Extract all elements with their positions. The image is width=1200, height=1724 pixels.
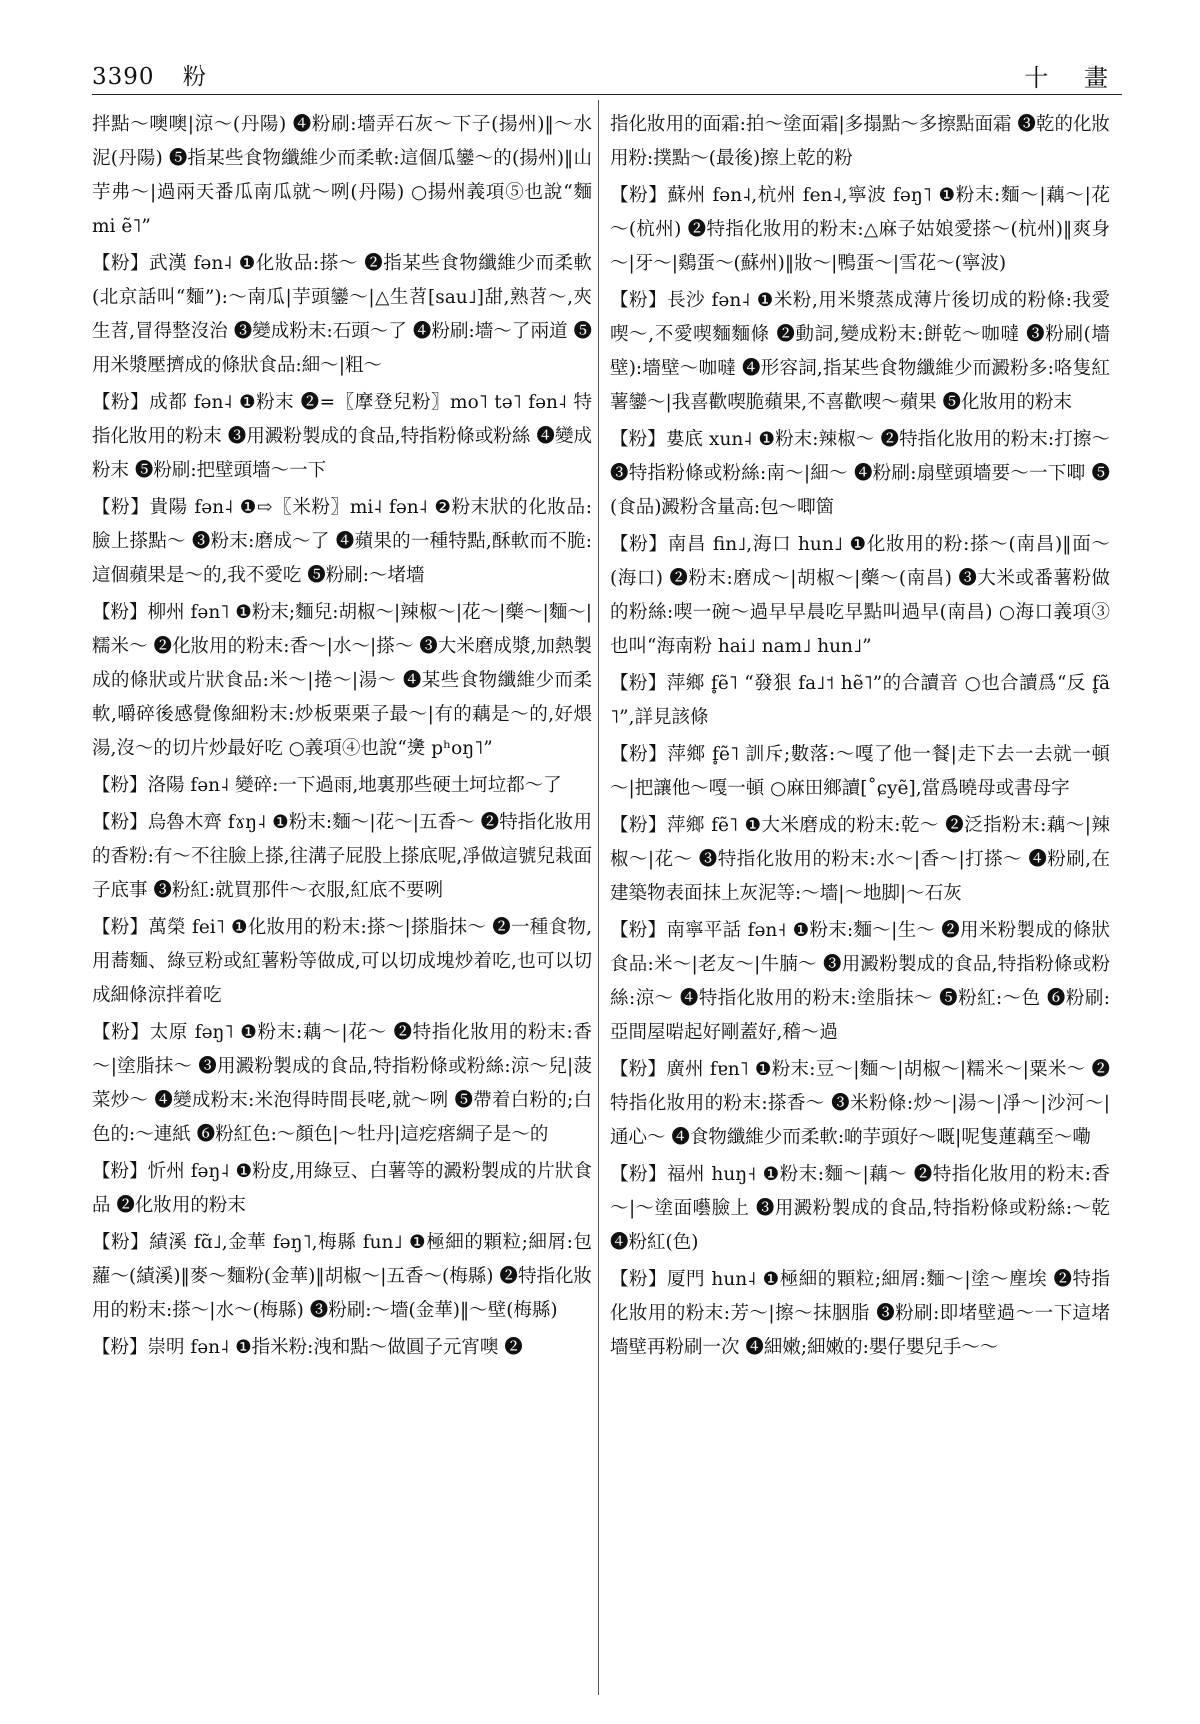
entry-chengdu: 【粉】成都 fən˨ ❶粉末 ❷=〖摩登兒粉〗mo˥ tə˥ fən˨ 特指化妝用的粉末 ❸用澱粉製成的食品,特指粉條或粉絲 ❹變成粉末 ❺粉刷:把壁頭墻～一下 [92,392,592,481]
entry-liuzhou: 【粉】柳州 fən˥ ❶粉末;麵兒:胡椒～|辣椒～|花～|藥～|麵～|糯米～ ❷化妝用的粉末:香～|水～|搽～ ❸大米磨成漿,加熱製成的條狀或片狀食品:米～|捲～|湯～ ❹某些食物纖維少而柔軟,嚼碎後感覺像細粉末:炒板栗栗子最～|有的藕是～的,好煨湯,沒～的切片炒最好吃 ○義項④也說“㷭 pʰoŋ˥” [92,602,592,759]
entry-continuation: 指化妝用的面霜:拍～塗面霜|多搨點～多擦點面霜 ❸乾的化妝用粉:撲點～(最後)擦上乾的粉 [610,114,1110,169]
entry-nanning-pinghua: 【粉】南寧平話 fən˧ ❶粉末:麵～|生～ ❷用米粉製成的條狀食品:米～|老友～|牛腩～ ❸用澱粉製成的食品,特指粉條或粉絲:涼～ ❹特指化妝用的粉末:塗脂抹～ ❺粉紅:～色 ❻粉刷:亞間屋啱起好剛蓋好,稽～過 [610,920,1110,1043]
entry-xiamen: 【粉】厦門 hun˨ ❶極細的顆粒;細屑:麵～|塗～塵埃 ❷特指化妝用的粉末:芳～|擦～抹胭脂 ❸粉刷:即堵壁過～一下這堵墻壁再粉刷一次 ❹細嫩;細嫩的:嬰仔嬰兒手～～ [610,1269,1110,1358]
entry-luoyang: 【粉】洛陽 fən˨ 變碎:一下過雨,地裏那些硬土坷垃都～了 [92,775,562,796]
entry-pingxiang-2: 【粉】萍鄉 f̥ẽ˥ 訓斥;數落:～嘎了他一餐|走下去一去就一頓～|把讓他～嘎一頓 ○麻田鄉讀[˚ɕyẽ],當爲曉母或書母字 [610,744,1110,799]
entry-guangzhou: 【粉】廣州 fɐn˥ ❶粉末:豆～|麵～|胡椒～|糯米～|粟米～ ❷特指化妝用的粉末:搽香～ ❸米粉條:炒～|湯～|凈～|沙河～|通心～ ❹食物纖維少而柔軟:啲芋頭好～嘅|呢隻蓮藕至～嘞 [610,1059,1110,1148]
entry-wuhan: 【粉】武漢 fən˨ ❶化妝品:搽～ ❷指某些食物纖維少而柔軟(北京話叫“麵”):～南瓜|芋頭鑾～|△生苕[sau˩]甜,熟苕～,夾生苕,冒得整沒治 ❸變成粉末:石頭～了 ❹粉刷:墻～了兩道 ❺用米漿壓擠成的條狀食品:細～|粗～ [92,253,592,376]
entry-pingxiang-3: 【粉】萍鄉 fẽ˥ ❶大米磨成的粉末:乾～ ❷泛指粉末:藕～|辣椒～|花～ ❸特指化妝用的粉末:水～|香～|打搽～ ❹粉刷,在建築物表面抹上灰泥等:～墻|～地脚|～石灰 [610,815,1110,904]
entry-changsha: 【粉】長沙 fən˨ ❶米粉,用米漿蒸成薄片後切成的粉條:我愛喫～,不愛喫麵麵條 ❷動詞,變成粉末:餅乾～咖噠 ❸粉刷(墻壁):墻壁～咖噠 ❹形容詞,指某些食物纖維少而澱粉多:咯隻紅薯鑾～|我喜歡喫脆蘋果,不喜歡喫～蘋果 ❺化妝用的粉末 [610,290,1110,413]
header-left [92,58,207,91]
entry-urumqi: 【粉】烏魯木齊 fɤŋ˨ ❶粉末:麵～|花～|五香～ ❷特指化妝用的香粉:有～不往臉上搽,往溝子屁股上搽底呢,凈做這號兒栽面子底事 ❸粉紅:就買那件～衣服,紅底不要咧 [92,812,592,901]
entry-pingxiang-1: 【粉】萍鄉 f̥ẽ˥ “發狠 fa˩˦ hẽ˥”的合讀音 ○也合讀爲“反 f̥ã˥”,詳見該條 [610,673,1110,728]
entry-chongming: 【粉】崇明 fən˨ ❶指米粉:洩和點～做圓子元宵噢 ❷ [92,1337,523,1358]
entry-loudi: 【粉】婁底 xun˨ ❶粉末:辣椒～ ❷特指化妝用的粉末:打擦～ ❸特指粉條或粉絲:南～|細～ ❹粉刷:扇壁頭墻要～一下唧 ❺(食品)澱粉含量高:包～唧箇 [610,429,1110,518]
page-number: 3390 [92,64,155,90]
entry-suzhou-hangzhou-ningbo: 【粉】蘇州 fən˨,杭州 fen˨,寧波 fəŋ˥ ❶粉末:麵～|藕～|花～(杭州) ❷特指化妝用的粉末:△麻子姑娘愛搽～(杭州)‖爽身～|牙～|鷄蛋～(蘇州)‖妝～|鴨蛋～|雪花～(寧波) [610,185,1110,274]
header-section: 十 畫 [1024,64,1122,92]
entry-wanrong: 【粉】萬榮 fei˥ ❶化妝用的粉末:搽～|搽脂抹～ ❷一種食物,用蕎麵、綠豆粉或紅薯粉等做成,可以切成塊炒着吃,也可以切成細條涼拌着吃 [92,917,592,1006]
entry-guiyang: 【粉】貴陽 fən˨ ❶⇨〖米粉〗mi˨ fən˨ ❷粉末狀的化妝品:臉上搽點～ ❸粉末:磨成～了 ❹蘋果的一種特點,酥軟而不脆:這個蘋果是～的,我不愛吃 ❺粉刷:～堵墻 [92,497,592,586]
entry-nanchang-haikou: 【粉】南昌 fin˩,海口 hun˩ ❶化妝用的粉:搽～(南昌)‖面～(海口) ❷粉末:磨成～|胡椒～|藥～(南昌) ❸大米或番薯粉做的粉絲:喫一碗～過早早晨吃早點叫過早(南昌) ○海口義項③也叫“海南粉 hai˩ nam˩ hun˩” [610,534,1110,657]
right-column [610,108,1110,1368]
entry-xinzhou: 【粉】忻州 fəŋ˨ ❶粉皮,用綠豆、白薯等的澱粉製成的片狀食品 ❷化妝用的粉末 [92,1161,592,1216]
entry-jixi-jinhua-meixian: 【粉】績溪 fɑ̃˩,金華 fəŋ˥,梅縣 fun˩ ❶極細的顆粒;細屑:包蘿～(績溪)‖麥～麵粉(金華)‖胡椒～|五香～(梅縣) ❷特指化妝用的粉末:搽～|水～(梅縣) ❸粉刷:～墻(金華)‖～壁(梅縣) [92,1232,592,1321]
left-column [92,108,592,1368]
header-headword: 粉 [182,64,207,90]
entry-fuzhou: 【粉】福州 huŋ˧ ❶粉末:麵～|藕～ ❷特指化妝用的粉末:香～|～塗面囈臉上 ❸用澱粉製成的食品,特指粉條或粉絲:～乾 ❹粉紅(色) [610,1164,1110,1253]
header-rule [92,94,1122,95]
entry-continuation: 拌點～噢噢|涼～(丹陽) ❹粉刷:墻弄石灰～下子(揚州)‖～水泥(丹陽) ❺指某些食物纖維少而柔軟:這個瓜鑾～的(揚州)‖山芋弗～|過兩天番瓜南瓜就～咧(丹陽) ○揚州義項⑤也說“麵 mi ẽ˥” [92,114,592,237]
column-divider [598,100,599,1695]
entry-taiyuan: 【粉】太原 fəŋ˥ ❶粉末:藕～|花～ ❷特指化妝用的粉末:香～|塗脂抹～ ❸用澱粉製成的食品,特指粉條或粉絲:涼～兒|菠菜炒～ ❹變成粉末:米泡得時間長咾,就～咧 ❺帶着白粉的;白色的:～連紙 ❻粉紅色:～顏色|～牡丹|這疙瘩綢子是～的 [92,1022,592,1145]
page-header [92,52,1122,92]
